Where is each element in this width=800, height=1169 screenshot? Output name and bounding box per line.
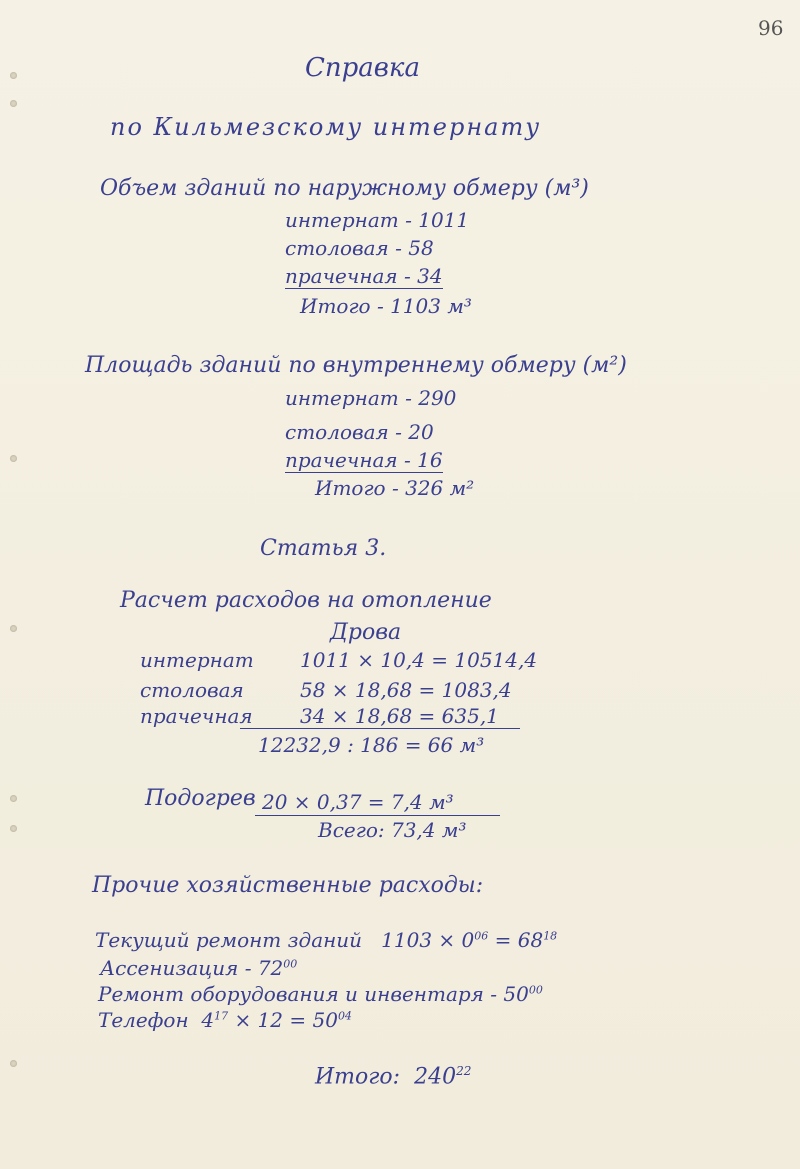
binder-hole [10,1060,17,1067]
area-row: прачечная - 16 [285,448,443,472]
binder-hole [10,72,17,79]
binder-hole [10,625,17,632]
area-heading: Площадь зданий по внутреннему обмеру (м²) [85,353,627,378]
binder-hole [10,825,17,832]
heating-heading: Расчет расходов на отопление [120,588,492,613]
page-number: 96 [758,16,784,40]
other-total: Итого: $240^{22}$ [315,1064,472,1090]
other-row: Телефон $4^{17} \times 12 = 50^{04}$ [98,1008,352,1032]
volume-total: Итого - 1103 м³ [300,294,472,318]
heating-row-label: интернат [140,648,254,672]
document-title: Справка [305,53,420,83]
area-total: Итого - 326 м² [315,476,475,500]
heating-row-label: столовая [140,678,244,702]
binder-hole [10,455,17,462]
other-row: Текущий ремонт зданий $1103 \times 0^{06} = 68^{18}$ [95,928,558,952]
article-label: Статья 3. [260,536,387,561]
volume-row: прачечная - 34 [285,264,443,288]
volume-row: интернат - 1011 [285,208,470,232]
preheat-calc: 20 × 0,37 = 7,4 м³ [262,790,454,814]
total-line [255,815,500,816]
preheat-label: Подогрев [145,786,256,811]
binder-hole [10,100,17,107]
document-subtitle: по Кильмезскому интернату [110,113,542,141]
heating-row-calc: 58 × 18,68 = 1083,4 [300,678,512,702]
heating-sum: 12232,9 : 186 = 66 м³ [258,733,485,757]
heating-subheading: Дрова [330,620,402,645]
heating-total: Всего: 73,4 м³ [318,818,467,842]
volume-heading: Объем зданий по наружному обмеру (м³) [100,176,589,201]
heating-row-label: прачечная [140,704,253,728]
heating-row-calc: 1011 × 10,4 = 10514,4 [300,648,538,672]
area-row: интернат - 290 [285,386,457,410]
other-heading: Прочие хозяйственные расходы: [92,873,484,898]
binder-hole [10,795,17,802]
volume-row: столовая - 58 [285,236,434,260]
other-row: Ассенизация - $72^{00}$ [100,956,298,980]
sum-line [240,728,520,729]
heating-row-calc: 34 × 18,68 = 635,1 [300,704,499,728]
other-row: Ремонт оборудования и инвентаря - $50^{00}$ [98,982,543,1006]
area-row: столовая - 20 [285,420,434,444]
